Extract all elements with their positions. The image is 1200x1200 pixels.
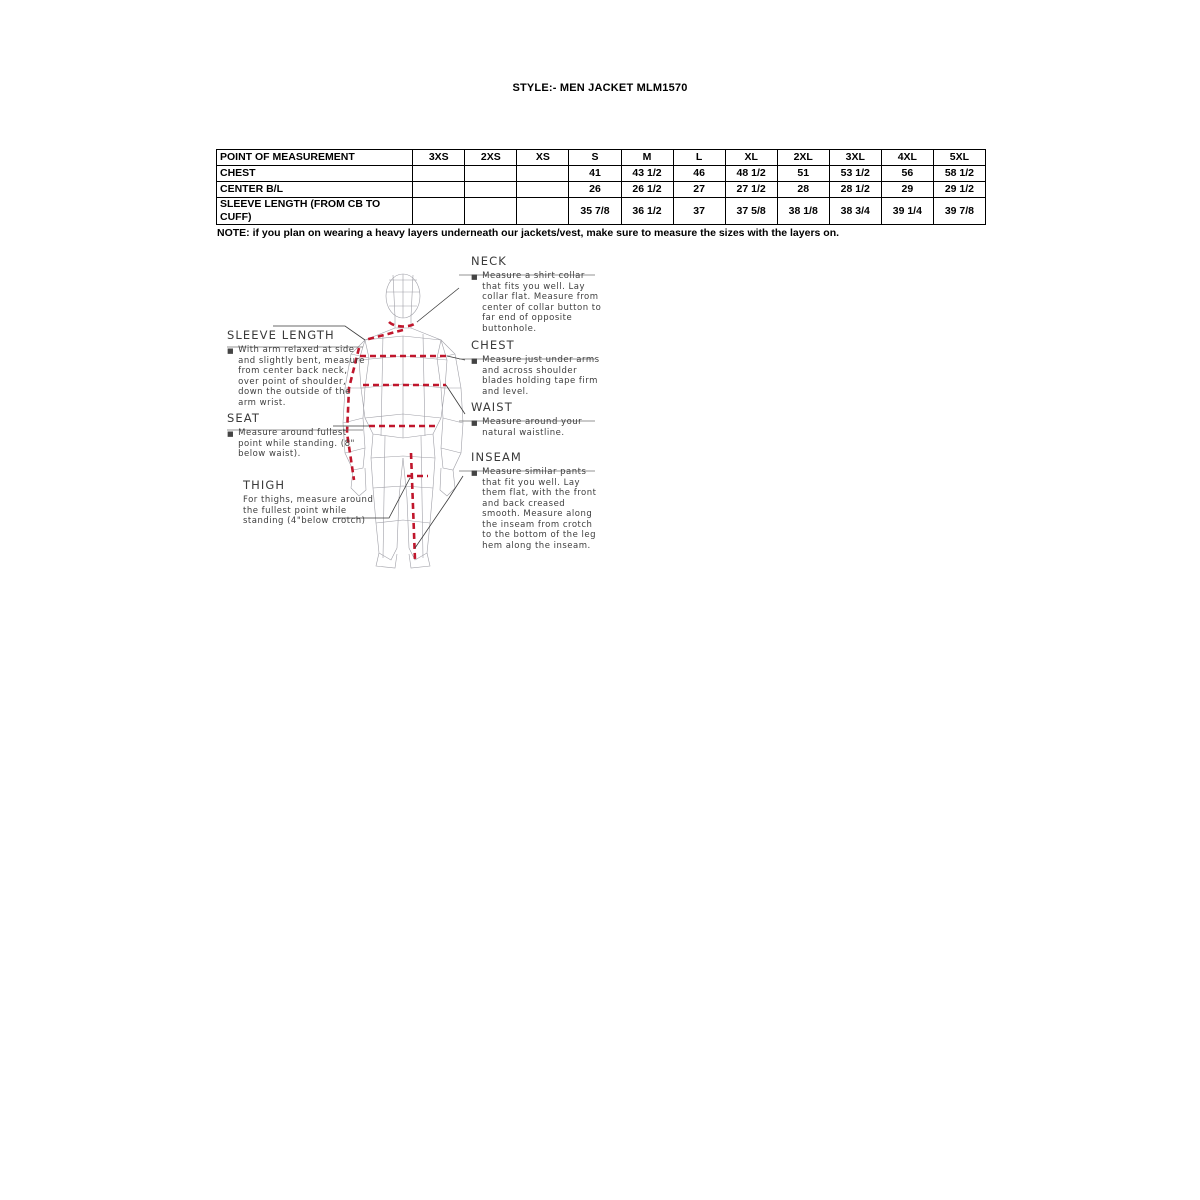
table-header-row: [217, 150, 986, 166]
column-header-2xs: 2XS: [465, 150, 517, 166]
row-label-sleeve-length: SLEEVE LENGTH (FROM CB TO CUFF): [217, 198, 413, 225]
cell: [517, 166, 569, 182]
measurement-diagram: [213, 248, 613, 578]
cell: 37: [673, 198, 725, 225]
cell: 38 3/4: [829, 198, 881, 225]
cell: 27 1/2: [725, 182, 777, 198]
diagram-label-chest-title: CHEST: [471, 338, 515, 352]
cell: [465, 182, 517, 198]
column-header-m: M: [621, 150, 673, 166]
diagram-label-thigh-title: THIGH: [243, 478, 286, 492]
diagram-label-neck: [471, 254, 603, 334]
cell: 56: [881, 166, 933, 182]
diagram-label-sleeve-length-body: With arm relaxed at side and slightly bent, measure from center back neck, over point of shoulder, down the outside of the arm wrist.: [238, 345, 365, 408]
table-row: [217, 182, 986, 198]
cell: 39 7/8: [933, 198, 985, 225]
column-header-xl: XL: [725, 150, 777, 166]
cell: 36 1/2: [621, 198, 673, 225]
cell: 53 1/2: [829, 166, 881, 182]
cell: [517, 198, 569, 225]
column-header-pom: POINT OF MEASUREMENT: [217, 150, 413, 166]
size-chart-table: [216, 149, 986, 225]
cell: 29 1/2: [933, 182, 985, 198]
cell: 27: [673, 182, 725, 198]
cell: 38 1/8: [777, 198, 829, 225]
diagram-label-seat-body: Measure around fullest point while standing. (8" below waist).: [238, 428, 355, 459]
cell: 26 1/2: [621, 182, 673, 198]
diagram-label-seat-title: SEAT: [227, 411, 260, 425]
cell: [413, 182, 465, 198]
column-header-l: L: [673, 150, 725, 166]
diagram-label-inseam-title: INSEAM: [471, 450, 522, 464]
diagram-label-waist-body: Measure around your natural waistline.: [482, 417, 583, 438]
cell: 28 1/2: [829, 182, 881, 198]
diagram-label-neck-body: Measure a shirt collar that fits you well. Lay collar flat. Measure from center of collar button to far end of opposite buttonhole.: [482, 271, 602, 334]
cell: 43 1/2: [621, 166, 673, 182]
row-label-chest: CHEST: [217, 166, 413, 182]
cell: 46: [673, 166, 725, 182]
cell: 29: [881, 182, 933, 198]
column-header-2xl: 2XL: [777, 150, 829, 166]
column-header-3xs: 3XS: [413, 150, 465, 166]
diagram-label-inseam-body: Measure similar pants that fit you well. Lay them flat, with the front and back creased smooth. Measure along the inseam from crotch to the bottom of the leg hem along the inseam.: [482, 467, 597, 551]
table-row: [217, 166, 986, 182]
table-row: [217, 198, 986, 225]
row-label-center-bl: CENTER B/L: [217, 182, 413, 198]
diagram-label-waist: [471, 400, 603, 438]
diagram-label-seat: [227, 411, 367, 460]
cell: [413, 166, 465, 182]
column-header-xs: XS: [517, 150, 569, 166]
bullet-icon: ■: [471, 357, 479, 365]
diagram-label-sleeve-length: [227, 328, 367, 408]
cell: [465, 198, 517, 225]
cell: [517, 182, 569, 198]
cell: 28: [777, 182, 829, 198]
diagram-label-inseam: [471, 450, 603, 551]
column-header-5xl: 5XL: [933, 150, 985, 166]
page-title: STYLE:- MEN JACKET MLM1570: [512, 82, 688, 94]
diagram-label-thigh-body: For thighs, measure around the fullest point while standing (4"below crotch): [243, 495, 374, 526]
cell: [465, 166, 517, 182]
cell: 35 7/8: [569, 198, 621, 225]
diagram-label-sleeve-length-title: SLEEVE LENGTH: [227, 328, 335, 342]
diagram-label-neck-title: NECK: [471, 254, 507, 268]
cell: 48 1/2: [725, 166, 777, 182]
bullet-icon: ■: [227, 430, 235, 438]
diagram-label-chest: [471, 338, 603, 397]
bullet-icon: ■: [471, 469, 479, 477]
bullet-icon: ■: [471, 419, 479, 427]
column-header-s: S: [569, 150, 621, 166]
cell: 51: [777, 166, 829, 182]
cell: 58 1/2: [933, 166, 985, 182]
cell: 41: [569, 166, 621, 182]
diagram-label-thigh: [243, 478, 383, 527]
bullet-icon: ■: [471, 273, 479, 281]
cell: 26: [569, 182, 621, 198]
bullet-icon: ■: [227, 347, 235, 355]
cell: 37 5/8: [725, 198, 777, 225]
diagram-label-chest-body: Measure just under arms and across shoulder blades holding tape firm and level.: [482, 355, 600, 397]
measurement-note: NOTE: if you plan on wearing a heavy layers underneath our jackets/vest, make sure to measure the sizes with the layers on.: [217, 227, 840, 239]
cell: [413, 198, 465, 225]
column-header-4xl: 4XL: [881, 150, 933, 166]
diagram-label-waist-title: WAIST: [471, 400, 513, 414]
cell: 39 1/4: [881, 198, 933, 225]
column-header-3xl: 3XL: [829, 150, 881, 166]
